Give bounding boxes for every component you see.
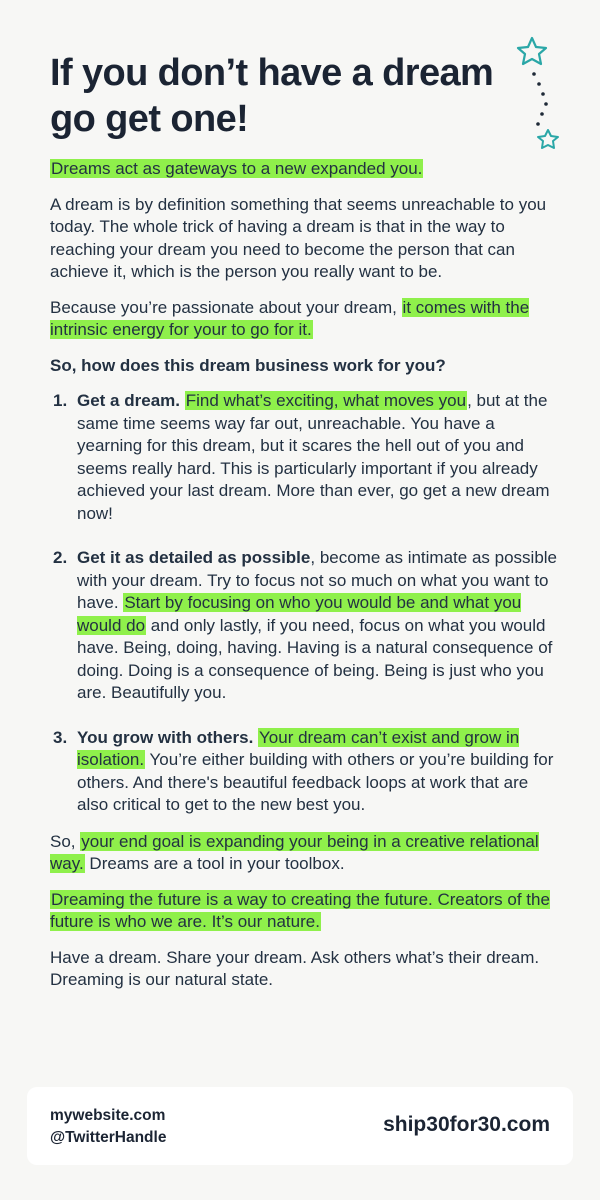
footer-website-link[interactable]: mywebsite.com bbox=[50, 1107, 166, 1124]
star-top-icon bbox=[518, 38, 546, 64]
intro-highlight: Dreams act as gateways to a new expanded you. bbox=[51, 159, 423, 178]
list-item bbox=[50, 727, 560, 817]
paragraph-passion bbox=[50, 297, 560, 342]
dotted-trail-icon bbox=[532, 72, 548, 126]
star-bottom-icon bbox=[538, 130, 558, 148]
article-body bbox=[50, 158, 560, 1005]
section-subheading: So, how does this dream business work for you? bbox=[50, 355, 446, 375]
list-item bbox=[50, 547, 560, 705]
paragraph-end-goal-text-a: So, bbox=[50, 831, 81, 851]
list-item-text: You’re either building with others or you’re building for others. And there's beautiful feedback loops at work that are also critical to get to the new best you. bbox=[77, 750, 554, 814]
list-item-highlight: Start by focusing on who you would be and what you would do bbox=[77, 593, 522, 635]
list-item-number: 1. bbox=[53, 391, 68, 410]
list-item-text: and only lastly, if you need, focus on what you would have. Being, doing, having. Having is a natural consequence of doing. Doing is a consequence of being. Being is just who you are. Beautifully you. bbox=[77, 615, 553, 702]
paragraph-closing: Have a dream. Share your dream. Ask others what’s their dream. Dreaming is our natural state. bbox=[50, 947, 540, 989]
footer-twitter-handle[interactable]: @TwitterHandle bbox=[50, 1129, 167, 1146]
stars-decoration-icon bbox=[508, 34, 568, 156]
page-title: If you don’t have a dream go get one! bbox=[50, 52, 494, 140]
list-item-title: You grow with others. bbox=[77, 727, 254, 747]
list-item-number: 3. bbox=[53, 727, 68, 747]
intro-paragraph bbox=[50, 158, 560, 181]
list-item-highlight: Find what’s exciting, what moves you bbox=[185, 391, 467, 410]
list-item-number: 2. bbox=[53, 548, 68, 567]
paragraph-future bbox=[50, 889, 560, 934]
paragraph-passion-text: Because you’re passionate about your dream, bbox=[50, 297, 402, 317]
paragraph-future-highlight: Dreaming the future is a way to creating the future. Creators of the future is who we are. It’s our nature. bbox=[50, 889, 550, 931]
list-item-text: , become as intimate as possible with your dream. Try to focus not so much on what you want to have. bbox=[77, 548, 557, 612]
list-item-highlight: Your dream can’t exist and grow in isolation. bbox=[77, 727, 520, 769]
list-item-title: Get it as detailed as possible bbox=[77, 548, 311, 567]
steps-list bbox=[50, 390, 560, 817]
list-item-title: Get a dream. bbox=[77, 391, 180, 410]
paragraph-end-goal-highlight: your end goal is expanding your being in a creative relational way. bbox=[50, 831, 539, 873]
list-item-text: , but at the same time seems way far out, unreachable. You have a yearning for this dream, but it scares the hell out of you and seems really hard. This is particularly important if you already achieved your last dream. More than ever, go get a new dream now! bbox=[77, 391, 550, 523]
footer-card bbox=[27, 1087, 573, 1165]
paragraph-definition: A dream is by definition something that seems unreachable to you today. The whole trick of having a dream is that in the way to reaching your dream you need to become the person that can achieve it, which is the person you really want to be. bbox=[50, 194, 547, 281]
footer-contact bbox=[50, 1105, 166, 1149]
paragraph-end-goal bbox=[50, 831, 560, 876]
list-item bbox=[50, 390, 560, 525]
paragraph-end-goal-text-b: Dreams are a tool in your toolbox. bbox=[84, 854, 345, 873]
footer-brand-link[interactable]: ship30for30.com bbox=[383, 1113, 550, 1136]
paragraph-passion-highlight: it comes with the intrinsic energy for your to go for it. bbox=[50, 297, 530, 339]
